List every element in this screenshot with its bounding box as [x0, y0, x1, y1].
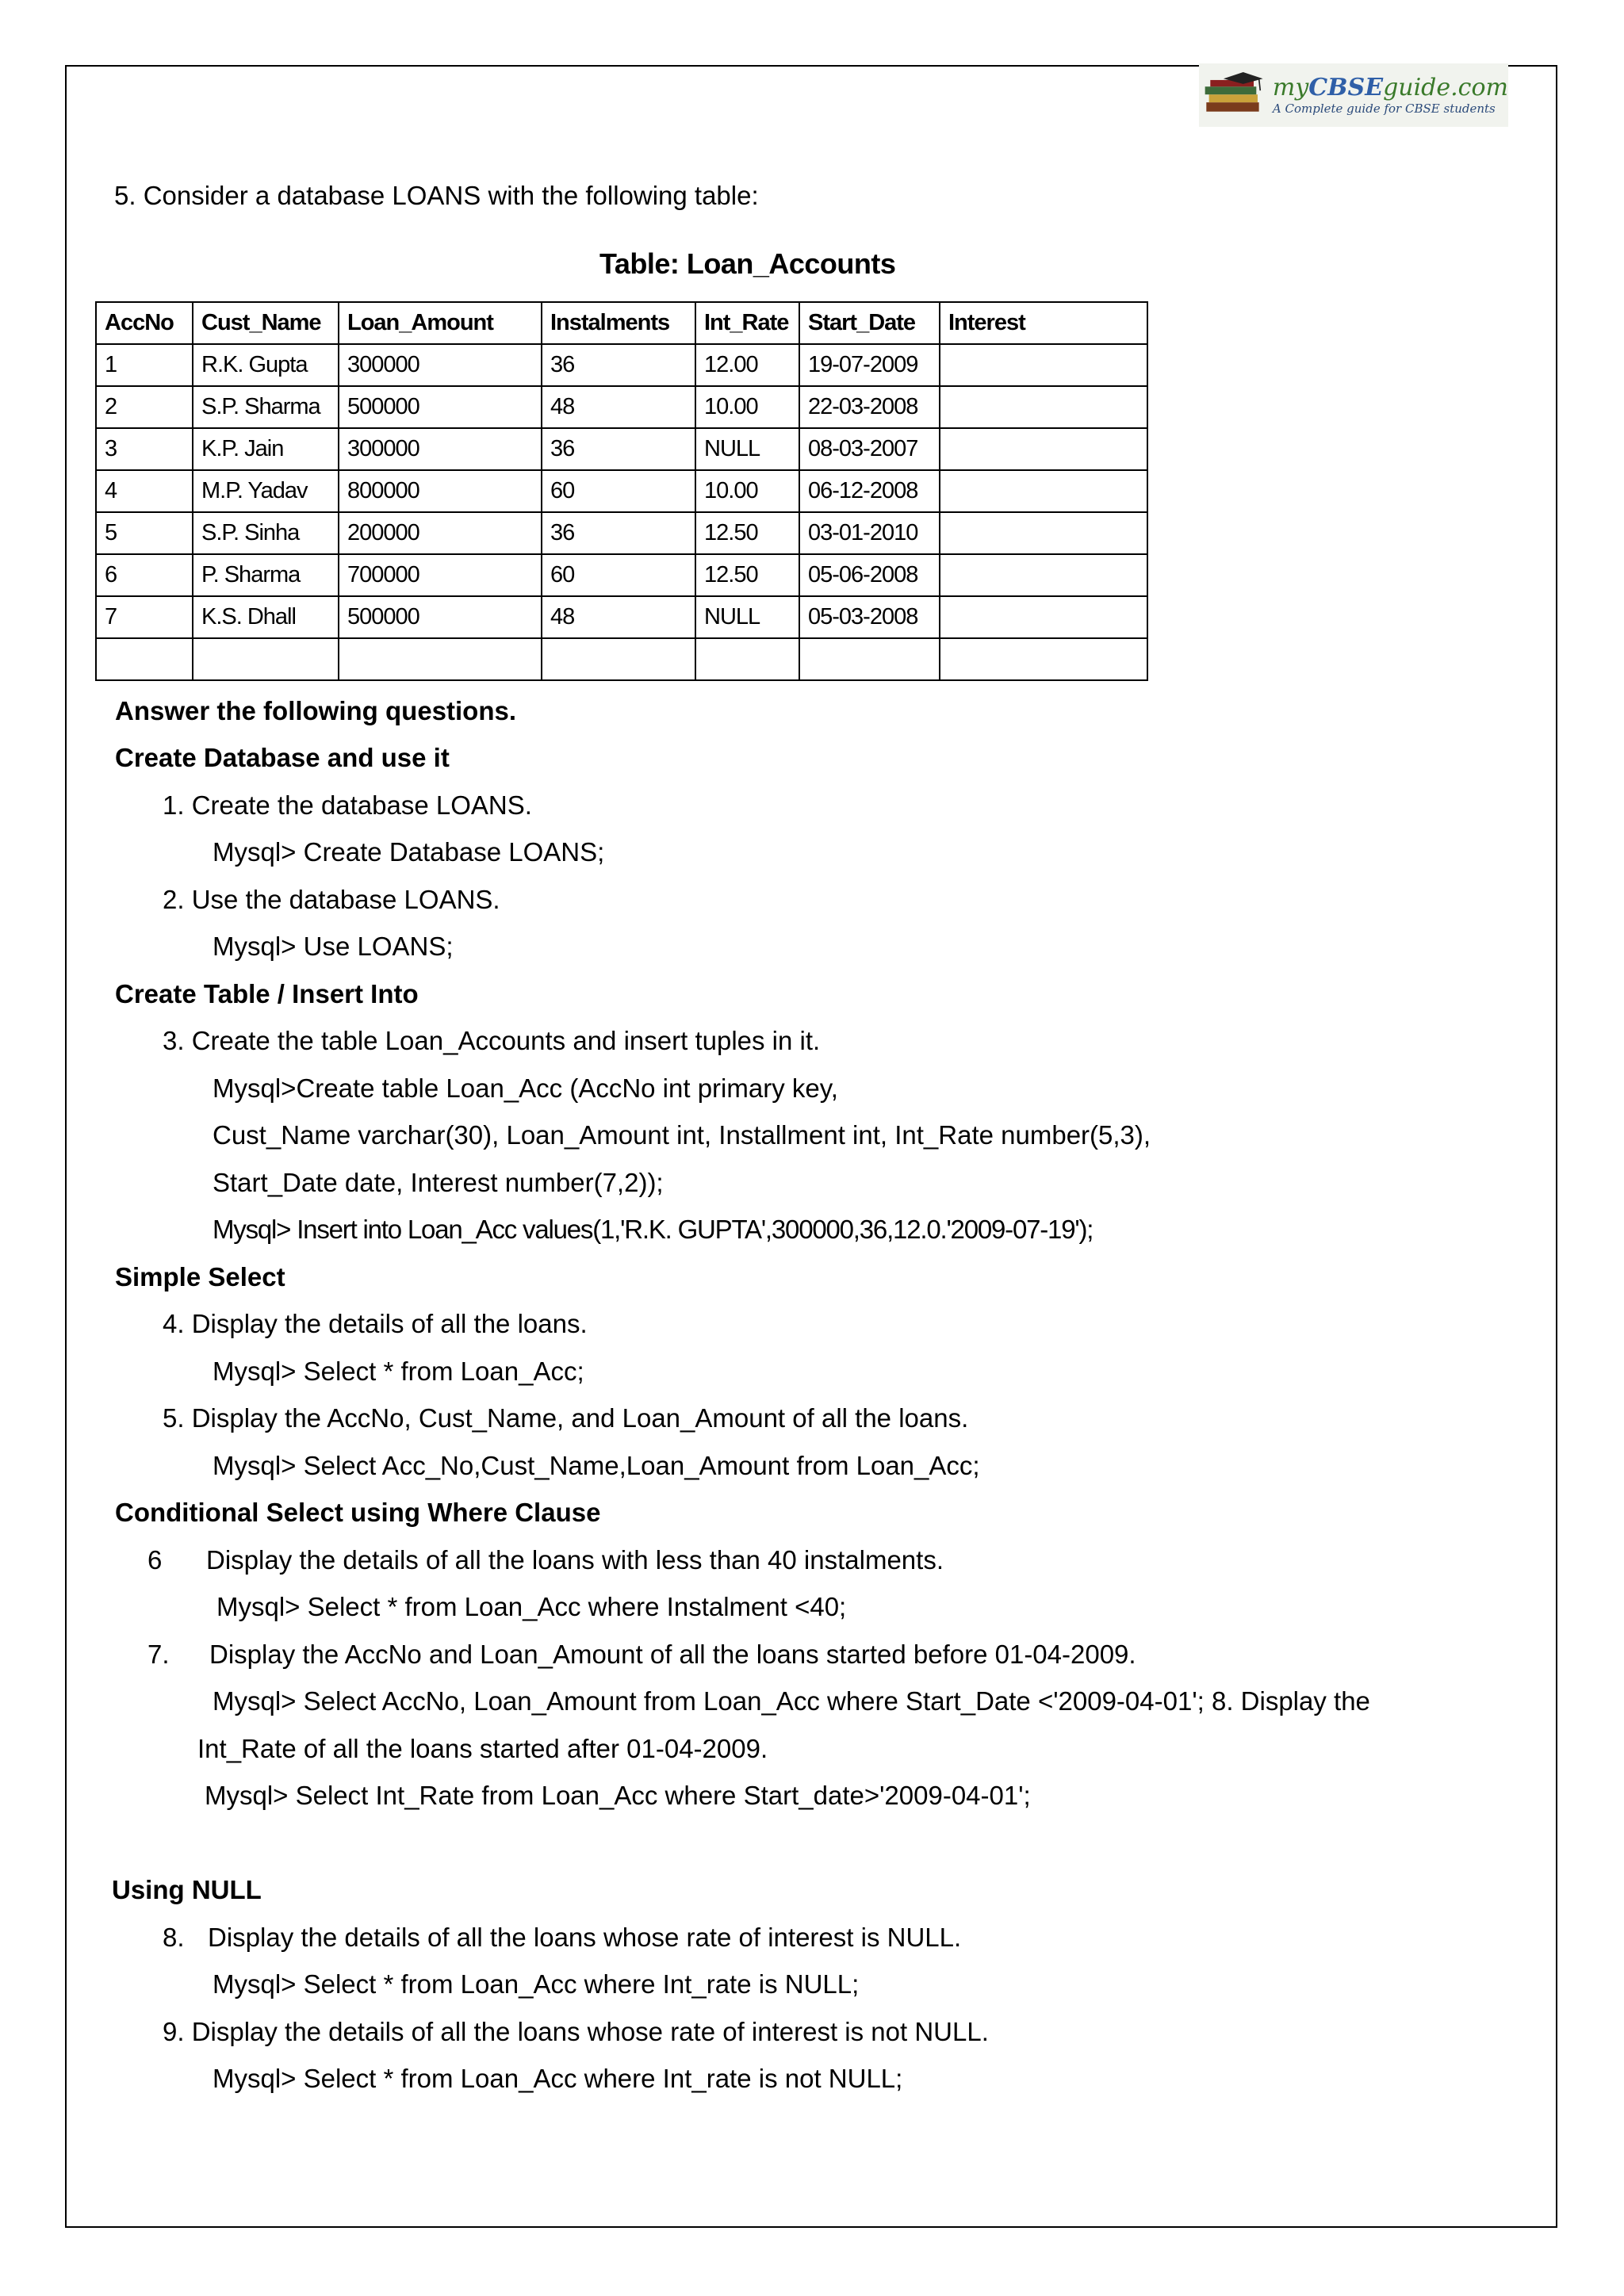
table-cell — [940, 344, 1147, 386]
table-row — [96, 470, 1147, 512]
section-heading: Simple Select — [115, 1262, 285, 1292]
table-cell: 300000 — [339, 344, 542, 386]
question-item: 9. Display the details of all the loans whose rate of interest is not NULL. — [163, 2017, 989, 2046]
table-row — [96, 344, 1147, 386]
table-cell — [799, 638, 940, 680]
section-heading: Create Table / Insert Into — [115, 979, 419, 1008]
question-item: Int_Rate of all the loans started after 01-04-2009. — [197, 1734, 768, 1763]
table-cell: 500000 — [339, 596, 542, 638]
table-cell: M.P. Yadav — [193, 470, 339, 512]
column-header: Interest — [940, 302, 1147, 344]
table-cell: NULL — [695, 596, 799, 638]
table-cell — [96, 638, 193, 680]
table-cell: 05-06-2008 — [799, 554, 940, 596]
sql-statement: Mysql> Select AccNo, Loan_Amount from Loan_Acc where Start_Date <'2009-04-01'; 8. Display the — [213, 1686, 1370, 1716]
table-cell: 300000 — [339, 428, 542, 470]
table-cell: 1 — [96, 344, 193, 386]
section-heading: Using NULL — [112, 1875, 262, 1904]
table-cell: 36 — [542, 512, 695, 554]
table-cell: 12.50 — [695, 512, 799, 554]
table-cell: 12.00 — [695, 344, 799, 386]
table-cell: 7 — [96, 596, 193, 638]
table-cell: P. Sharma — [193, 554, 339, 596]
table-cell — [695, 638, 799, 680]
table-cell: 12.50 — [695, 554, 799, 596]
sql-statement: Mysql> Select Acc_No,Cust_Name,Loan_Amount from Loan_Acc; — [213, 1451, 980, 1480]
table-cell: 200000 — [339, 512, 542, 554]
table-cell — [940, 470, 1147, 512]
table-header-row — [96, 302, 1147, 344]
table-cell: K.S. Dhall — [193, 596, 339, 638]
table-cell: 10.00 — [695, 470, 799, 512]
table-cell: 05-03-2008 — [799, 596, 940, 638]
question-item: Display the details of all the loans with less than 40 instalments. — [206, 1545, 944, 1575]
table-cell: NULL — [695, 428, 799, 470]
table-cell: 3 — [96, 428, 193, 470]
table-cell: 60 — [542, 554, 695, 596]
table-cell — [542, 638, 695, 680]
table-cell: K.P. Jain — [193, 428, 339, 470]
table-cell — [193, 638, 339, 680]
column-header: Loan_Amount — [339, 302, 542, 344]
sql-statement: Mysql> Create Database LOANS; — [213, 837, 605, 867]
table-cell: 700000 — [339, 554, 542, 596]
table-row — [96, 638, 1147, 680]
question-item: 3. Create the table Loan_Accounts and insert tuples in it. — [163, 1026, 821, 1055]
column-header: Start_Date — [799, 302, 940, 344]
question-heading: 5. Consider a database LOANS with the following table: — [114, 181, 759, 210]
sql-statement: Mysql> Insert into Loan_Acc values(1,'R.K. GUPTA',300000,36,12.0.'2009-07-19'); — [213, 1215, 1094, 1244]
table-cell — [940, 554, 1147, 596]
table-cell: 06-12-2008 — [799, 470, 940, 512]
table-cell — [940, 386, 1147, 428]
column-header: Instalments — [542, 302, 695, 344]
table-cell: 10.00 — [695, 386, 799, 428]
table-row — [96, 428, 1147, 470]
question-item: 1. Create the database LOANS. — [163, 790, 532, 820]
question-number: 7. — [147, 1640, 170, 1669]
table-cell: 800000 — [339, 470, 542, 512]
table-cell: 48 — [542, 386, 695, 428]
table-row — [96, 554, 1147, 596]
question-number: 6 — [147, 1545, 163, 1575]
table-cell: 08-03-2007 — [799, 428, 940, 470]
section-heading: Conditional Select using Where Clause — [115, 1498, 601, 1527]
column-header: Int_Rate — [695, 302, 799, 344]
table-cell: 48 — [542, 596, 695, 638]
table-cell — [940, 596, 1147, 638]
table-cell: 03-01-2010 — [799, 512, 940, 554]
table-cell: 2 — [96, 386, 193, 428]
table-cell: 6 — [96, 554, 193, 596]
sql-statement: Mysql> Select * from Loan_Acc where Int_rate is not NULL; — [213, 2064, 903, 2093]
table-cell: S.P. Sharma — [193, 386, 339, 428]
site-logo — [1199, 63, 1508, 127]
loan-accounts-table — [95, 301, 1148, 681]
sql-statement: Mysql> Select Int_Rate from Loan_Acc where Start_date>'2009-04-01'; — [205, 1781, 1031, 1810]
table-cell — [940, 428, 1147, 470]
question-item: 2. Use the database LOANS. — [163, 885, 500, 914]
books-icon — [1204, 67, 1270, 123]
logo-tagline: A Complete guide for CBSE students — [1272, 101, 1496, 116]
sql-statement: Mysql> Select * from Loan_Acc where Int_rate is NULL; — [213, 1969, 860, 1999]
question-number: 8. — [163, 1923, 185, 1952]
table-row — [96, 512, 1147, 554]
column-header: AccNo — [96, 302, 193, 344]
table-title: Table: Loan_Accounts — [599, 247, 896, 280]
table-cell: 4 — [96, 470, 193, 512]
sql-statement: Cust_Name varchar(30), Loan_Amount int, Installment int, Int_Rate number(5,3), — [213, 1120, 1151, 1150]
table-cell — [940, 512, 1147, 554]
sql-statement: Mysql> Select * from Loan_Acc; — [213, 1357, 584, 1386]
table-cell: 22-03-2008 — [799, 386, 940, 428]
section-heading: Create Database and use it — [115, 743, 450, 772]
table-cell: 60 — [542, 470, 695, 512]
sql-statement: Mysql> Use LOANS; — [213, 932, 454, 961]
table-cell — [339, 638, 542, 680]
question-item: Display the AccNo and Loan_Amount of all the loans started before 01-04-2009. — [209, 1640, 1136, 1669]
question-item: 4. Display the details of all the loans. — [163, 1309, 588, 1338]
table-cell: 19-07-2009 — [799, 344, 940, 386]
table-cell: R.K. Gupta — [193, 344, 339, 386]
table-cell: 5 — [96, 512, 193, 554]
sql-statement: Mysql>Create table Loan_Acc (AccNo int primary key, — [213, 1073, 838, 1103]
section-heading: Answer the following questions. — [115, 696, 517, 725]
sql-statement: Start_Date date, Interest number(7,2)); — [213, 1168, 664, 1197]
question-item: Display the details of all the loans whose rate of interest is NULL. — [208, 1923, 962, 1952]
table-row — [96, 386, 1147, 428]
table-cell — [940, 638, 1147, 680]
table-cell: 500000 — [339, 386, 542, 428]
table-cell: S.P. Sinha — [193, 512, 339, 554]
question-item: 5. Display the AccNo, Cust_Name, and Loan_Amount of all the loans. — [163, 1403, 969, 1433]
table-cell: 36 — [542, 344, 695, 386]
table-row — [96, 596, 1147, 638]
table-cell: 36 — [542, 428, 695, 470]
column-header: Cust_Name — [193, 302, 339, 344]
sql-statement: Mysql> Select * from Loan_Acc where Instalment <40; — [216, 1592, 847, 1621]
logo-name: myCBSEguide.com — [1272, 73, 1508, 101]
